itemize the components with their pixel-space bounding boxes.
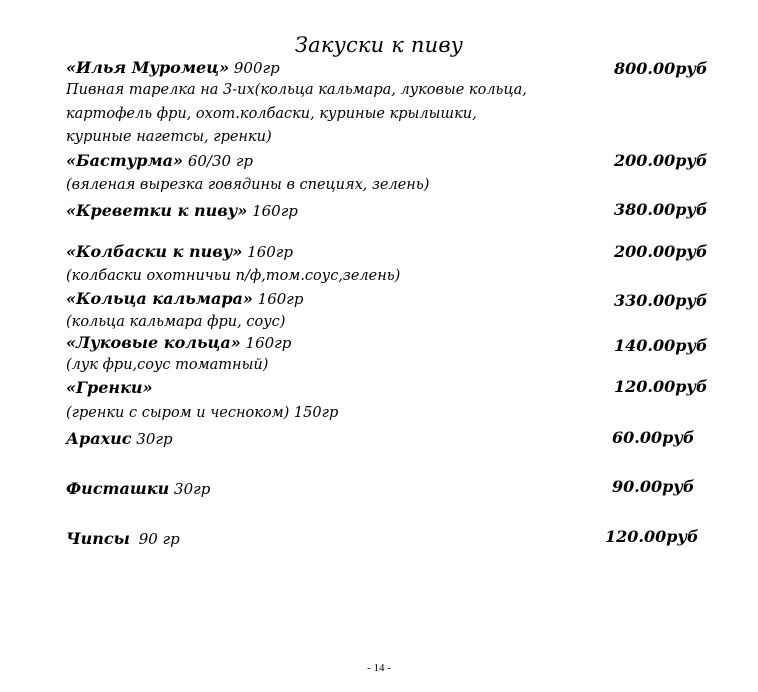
menu-item-price: 200.00руб bbox=[614, 242, 708, 261]
menu-item-weight: 160гр bbox=[245, 334, 292, 352]
menu-item-price: 330.00руб bbox=[614, 291, 708, 310]
menu-item-description: картофель фри, охот.колбаски, куриные крылышки, bbox=[66, 106, 477, 122]
menu-item-price: 90.00руб bbox=[612, 477, 695, 496]
menu-item-name: Чипсы bbox=[66, 529, 130, 548]
menu-item-name-row bbox=[66, 333, 291, 353]
menu-item-name: «Луковые кольца» bbox=[66, 333, 241, 352]
menu-item-price: 140.00руб bbox=[614, 336, 708, 355]
menu-item-price: 800.00руб bbox=[614, 59, 708, 78]
menu-item-description: (лук фри,соус томатный) bbox=[66, 357, 269, 373]
menu-item-name-row bbox=[66, 58, 280, 78]
menu-item-weight: 160гр bbox=[257, 290, 304, 308]
menu-item-name-row bbox=[66, 429, 173, 449]
page-title: Закуски к пиву bbox=[294, 33, 464, 57]
menu-item-weight: 30гр bbox=[136, 430, 173, 448]
menu-item-description: Пивная тарелка на 3-их(кольца кальмара, луковые кольца, bbox=[66, 82, 527, 98]
menu-item-name: «Илья Муромец» bbox=[66, 58, 230, 77]
menu-item-description: (вяленая вырезка говядины в специях, зелень) bbox=[66, 177, 430, 193]
menu-item-price: 120.00руб bbox=[614, 377, 708, 396]
menu-item-description: (гренки с сыром и чесноком) 150гр bbox=[66, 405, 339, 421]
menu-item-name: «Бастурма» bbox=[66, 151, 184, 170]
menu-item-weight: 900гр bbox=[233, 59, 280, 77]
menu-item-name-row bbox=[66, 242, 293, 262]
menu-item-name: «Кольца кальмара» bbox=[66, 289, 253, 308]
menu-item-name: Фисташки bbox=[66, 479, 170, 498]
menu-item-weight: 160гр bbox=[252, 202, 298, 220]
menu-item-name-row bbox=[66, 201, 298, 221]
menu-item-name-row bbox=[66, 151, 253, 171]
menu-item-name-row bbox=[66, 529, 180, 549]
menu-item-description: (кольца кальмара фри, соус) bbox=[66, 314, 286, 330]
menu-item-name: «Колбаски к пиву» bbox=[66, 242, 243, 261]
menu-item-price: 120.00руб bbox=[605, 527, 699, 546]
menu-item-description: (колбаски охотничьи п/ф,том.соус,зелень) bbox=[66, 268, 401, 284]
menu-item-weight: 60/30 гр bbox=[187, 152, 254, 170]
menu-item-weight: 30гр bbox=[174, 480, 211, 498]
menu-item-name-row bbox=[66, 479, 210, 499]
menu-item-name: «Креветки к пиву» bbox=[66, 201, 248, 220]
menu-item-price: 60.00руб bbox=[612, 428, 695, 447]
menu-item-description: куриные нагетсы, гренки) bbox=[66, 129, 272, 145]
menu-item-name: «Гренки» bbox=[66, 378, 153, 397]
menu-item-price: 380.00руб bbox=[614, 200, 708, 219]
menu-item-name-row bbox=[66, 378, 153, 398]
page-number: - 14 - bbox=[367, 662, 391, 674]
menu-item-name: Арахис bbox=[66, 429, 132, 448]
menu-item-name-row bbox=[66, 289, 303, 309]
menu-item-weight: 90 гр bbox=[138, 530, 180, 548]
menu-item-price: 200.00руб bbox=[614, 151, 708, 170]
menu-item-weight: 160гр bbox=[247, 243, 293, 261]
